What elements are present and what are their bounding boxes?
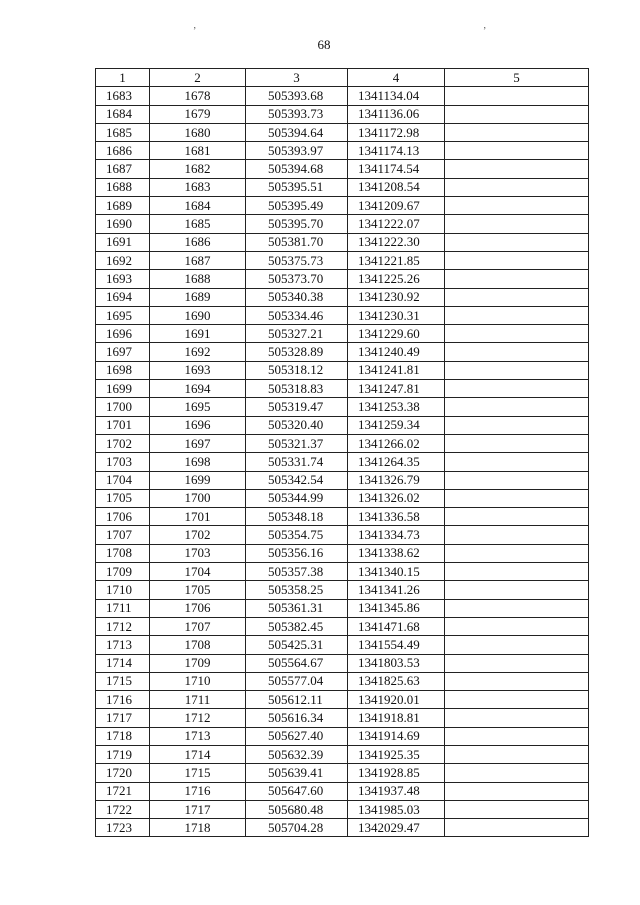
table-cell: 1681 xyxy=(150,142,246,160)
table-cell: 1341240.49 xyxy=(348,343,445,361)
table-cell xyxy=(445,489,589,507)
table-cell xyxy=(445,361,589,379)
table-cell: 1341925.35 xyxy=(348,745,445,763)
table-row xyxy=(96,142,589,160)
table-cell: 1341471.68 xyxy=(348,617,445,635)
scan-mark-left: ʼ xyxy=(193,26,197,37)
table-cell: 505321.37 xyxy=(246,434,348,452)
table-row xyxy=(96,819,589,837)
table-cell: 1341340.15 xyxy=(348,563,445,581)
table-cell xyxy=(445,599,589,617)
table-cell: 505395.49 xyxy=(246,197,348,215)
table-cell: 1718 xyxy=(96,727,150,745)
table-cell: 1695 xyxy=(96,306,150,324)
table-cell: 1341918.81 xyxy=(348,709,445,727)
table-cell: 1692 xyxy=(96,251,150,269)
table-row xyxy=(96,727,589,745)
table-cell: 1702 xyxy=(96,434,150,452)
table-cell: 1341336.58 xyxy=(348,508,445,526)
table-cell: 1341230.92 xyxy=(348,288,445,306)
table-row xyxy=(96,745,589,763)
table-cell: 1696 xyxy=(150,416,246,434)
table-row xyxy=(96,581,589,599)
table-row xyxy=(96,636,589,654)
table-cell: 1698 xyxy=(150,453,246,471)
table-cell: 505381.70 xyxy=(246,233,348,251)
table-cell xyxy=(445,544,589,562)
table-cell: 1703 xyxy=(96,453,150,471)
table-cell: 1686 xyxy=(150,233,246,251)
table-cell: 1705 xyxy=(150,581,246,599)
table-cell: 1680 xyxy=(150,123,246,141)
table-header-row xyxy=(96,69,589,87)
table-cell: 1699 xyxy=(96,380,150,398)
table-cell: 1683 xyxy=(96,87,150,105)
table-cell: 1721 xyxy=(96,782,150,800)
table-cell: 505356.16 xyxy=(246,544,348,562)
table-cell: 1694 xyxy=(150,380,246,398)
table-cell xyxy=(445,745,589,763)
table-cell xyxy=(445,123,589,141)
table-row xyxy=(96,764,589,782)
table-cell: 1685 xyxy=(150,215,246,233)
table-cell: 1700 xyxy=(96,398,150,416)
table-cell: 505564.67 xyxy=(246,654,348,672)
table-row xyxy=(96,380,589,398)
table-cell: 1342029.47 xyxy=(348,819,445,837)
table-row xyxy=(96,544,589,562)
table-cell: 1710 xyxy=(96,581,150,599)
table-cell: 505357.38 xyxy=(246,563,348,581)
table-cell: 505680.48 xyxy=(246,800,348,818)
table-cell xyxy=(445,343,589,361)
table-cell: 1708 xyxy=(150,636,246,654)
table-cell: 1715 xyxy=(150,764,246,782)
table-cell: 1719 xyxy=(96,745,150,763)
table-cell: 1695 xyxy=(150,398,246,416)
table-cell: 1722 xyxy=(96,800,150,818)
table-cell: 1685 xyxy=(96,123,150,141)
table-cell: 1715 xyxy=(96,672,150,690)
table-row xyxy=(96,160,589,178)
table-cell: 505395.51 xyxy=(246,178,348,196)
table-cell: 1710 xyxy=(150,672,246,690)
table-cell xyxy=(445,325,589,343)
table-cell: 1691 xyxy=(96,233,150,251)
table-cell: 1714 xyxy=(150,745,246,763)
table-row xyxy=(96,215,589,233)
table-row xyxy=(96,233,589,251)
table-cell xyxy=(445,398,589,416)
table-cell: 1708 xyxy=(96,544,150,562)
table-cell xyxy=(445,508,589,526)
table-cell: 1717 xyxy=(96,709,150,727)
table-cell: 1341172.98 xyxy=(348,123,445,141)
table-row xyxy=(96,343,589,361)
table-cell xyxy=(445,160,589,178)
table-cell xyxy=(445,453,589,471)
table-cell xyxy=(445,233,589,251)
table-row xyxy=(96,563,589,581)
table-cell: 1341134.04 xyxy=(348,87,445,105)
table-cell xyxy=(445,581,589,599)
table-cell: 1341334.73 xyxy=(348,526,445,544)
table-cell: 505354.75 xyxy=(246,526,348,544)
table-cell: 1696 xyxy=(96,325,150,343)
table-cell: 505373.70 xyxy=(246,270,348,288)
table-cell: 1688 xyxy=(96,178,150,196)
table-cell xyxy=(445,526,589,544)
table-row xyxy=(96,508,589,526)
table-cell: 1341264.35 xyxy=(348,453,445,471)
table-cell: 1712 xyxy=(150,709,246,727)
table-cell xyxy=(445,563,589,581)
column-header: 2 xyxy=(150,69,246,87)
table-cell: 505334.46 xyxy=(246,306,348,324)
table-cell: 1683 xyxy=(150,178,246,196)
table-cell: 1341241.81 xyxy=(348,361,445,379)
table-row xyxy=(96,270,589,288)
table-cell: 1341221.85 xyxy=(348,251,445,269)
table-cell xyxy=(445,197,589,215)
table-cell: 505395.70 xyxy=(246,215,348,233)
table-cell: 1714 xyxy=(96,654,150,672)
table-cell xyxy=(445,142,589,160)
table-cell: 505344.99 xyxy=(246,489,348,507)
table-cell xyxy=(445,306,589,324)
table-cell: 1341230.31 xyxy=(348,306,445,324)
table-cell xyxy=(445,215,589,233)
table-cell: 1700 xyxy=(150,489,246,507)
table-cell: 1691 xyxy=(150,325,246,343)
table-cell: 1341253.38 xyxy=(348,398,445,416)
table-cell: 505639.41 xyxy=(246,764,348,782)
table-cell: 505318.12 xyxy=(246,361,348,379)
table-cell: 505327.21 xyxy=(246,325,348,343)
table-cell: 1341345.86 xyxy=(348,599,445,617)
table-cell: 1686 xyxy=(96,142,150,160)
table-cell: 1341259.34 xyxy=(348,416,445,434)
table-cell xyxy=(445,782,589,800)
table-cell: 1698 xyxy=(96,361,150,379)
table-row xyxy=(96,434,589,452)
table-cell: 1341341.26 xyxy=(348,581,445,599)
table-cell: 505358.25 xyxy=(246,581,348,599)
table-cell: 1692 xyxy=(150,343,246,361)
table-cell: 505328.89 xyxy=(246,343,348,361)
table-cell: 1690 xyxy=(96,215,150,233)
table-cell: 1341803.53 xyxy=(348,654,445,672)
table-cell: 1697 xyxy=(150,434,246,452)
table-row xyxy=(96,691,589,709)
table-cell: 1688 xyxy=(150,270,246,288)
table-cell: 1341937.48 xyxy=(348,782,445,800)
table-cell xyxy=(445,380,589,398)
table-row xyxy=(96,709,589,727)
table-cell: 1713 xyxy=(96,636,150,654)
scan-mark-right: ʼ xyxy=(483,26,487,37)
table-cell: 1341247.81 xyxy=(348,380,445,398)
table-cell: 505627.40 xyxy=(246,727,348,745)
table-row xyxy=(96,599,589,617)
table-cell xyxy=(445,434,589,452)
table-cell: 1341222.07 xyxy=(348,215,445,233)
table-cell xyxy=(445,288,589,306)
table-cell: 1690 xyxy=(150,306,246,324)
table-cell: 505394.64 xyxy=(246,123,348,141)
table-row xyxy=(96,361,589,379)
table-cell: 1682 xyxy=(150,160,246,178)
table-cell xyxy=(445,691,589,709)
table-cell xyxy=(445,87,589,105)
table-cell: 1341554.49 xyxy=(348,636,445,654)
column-header: 3 xyxy=(246,69,348,87)
table-cell xyxy=(445,617,589,635)
table-row xyxy=(96,471,589,489)
table-row xyxy=(96,526,589,544)
table-cell: 1716 xyxy=(96,691,150,709)
table-cell: 505647.60 xyxy=(246,782,348,800)
table-cell: 505340.38 xyxy=(246,288,348,306)
table-cell: 505425.31 xyxy=(246,636,348,654)
table-cell: 1341174.13 xyxy=(348,142,445,160)
table-row xyxy=(96,782,589,800)
table-cell xyxy=(445,672,589,690)
table-cell: 1697 xyxy=(96,343,150,361)
table-cell xyxy=(445,178,589,196)
table-cell: 505393.68 xyxy=(246,87,348,105)
table-cell: 1718 xyxy=(150,819,246,837)
table-cell: 1711 xyxy=(150,691,246,709)
table-cell: 1684 xyxy=(150,197,246,215)
table-cell: 1693 xyxy=(150,361,246,379)
table-cell: 1341225.26 xyxy=(348,270,445,288)
table-cell: 1707 xyxy=(150,617,246,635)
table-cell: 1694 xyxy=(96,288,150,306)
table-cell: 1687 xyxy=(96,160,150,178)
table-cell: 1709 xyxy=(150,654,246,672)
table-cell: 505331.74 xyxy=(246,453,348,471)
table-body xyxy=(96,87,589,837)
table-cell xyxy=(445,800,589,818)
table-row xyxy=(96,87,589,105)
table-cell xyxy=(445,654,589,672)
table-cell: 1341914.69 xyxy=(348,727,445,745)
table-row xyxy=(96,453,589,471)
table-cell: 1341209.67 xyxy=(348,197,445,215)
table-cell: 505393.97 xyxy=(246,142,348,160)
table-cell xyxy=(445,636,589,654)
table-cell: 1699 xyxy=(150,471,246,489)
table-cell xyxy=(445,709,589,727)
column-header: 4 xyxy=(348,69,445,87)
table-cell: 1689 xyxy=(150,288,246,306)
table-cell: 1684 xyxy=(96,105,150,123)
table-cell: 1341208.54 xyxy=(348,178,445,196)
table-cell xyxy=(445,270,589,288)
table-cell: 1687 xyxy=(150,251,246,269)
table-row xyxy=(96,288,589,306)
table-cell: 1716 xyxy=(150,782,246,800)
table-cell: 1341136.06 xyxy=(348,105,445,123)
coordinates-table xyxy=(95,68,589,837)
table-row xyxy=(96,672,589,690)
table-cell: 505577.04 xyxy=(246,672,348,690)
table-cell: 505393.73 xyxy=(246,105,348,123)
table-cell xyxy=(445,819,589,837)
table-cell: 505348.18 xyxy=(246,508,348,526)
table-cell xyxy=(445,764,589,782)
table-cell: 1341985.03 xyxy=(348,800,445,818)
table-row xyxy=(96,416,589,434)
table-row xyxy=(96,325,589,343)
table-cell xyxy=(445,251,589,269)
table-cell: 1702 xyxy=(150,526,246,544)
table-cell: 1341920.01 xyxy=(348,691,445,709)
table-row xyxy=(96,105,589,123)
table-cell: 1693 xyxy=(96,270,150,288)
table-cell: 505319.47 xyxy=(246,398,348,416)
table-cell: 1713 xyxy=(150,727,246,745)
table-cell: 1341266.02 xyxy=(348,434,445,452)
table-cell: 505320.40 xyxy=(246,416,348,434)
table-row xyxy=(96,251,589,269)
table-row xyxy=(96,306,589,324)
table-cell: 1341326.79 xyxy=(348,471,445,489)
table-cell: 505704.28 xyxy=(246,819,348,837)
table-cell: 1701 xyxy=(150,508,246,526)
table-cell: 1717 xyxy=(150,800,246,818)
table-cell: 505318.83 xyxy=(246,380,348,398)
table-cell: 505342.54 xyxy=(246,471,348,489)
table-cell xyxy=(445,416,589,434)
table-cell: 1704 xyxy=(150,563,246,581)
table-row xyxy=(96,398,589,416)
table-cell: 1711 xyxy=(96,599,150,617)
page-number: 68 xyxy=(317,37,331,52)
table-cell: 1703 xyxy=(150,544,246,562)
table-cell: 1341338.62 xyxy=(348,544,445,562)
table-cell: 1712 xyxy=(96,617,150,635)
table-row xyxy=(96,800,589,818)
column-header: 5 xyxy=(445,69,589,87)
table-cell: 1341229.60 xyxy=(348,325,445,343)
table-cell: 505612.11 xyxy=(246,691,348,709)
table-cell: 1723 xyxy=(96,819,150,837)
table-row xyxy=(96,123,589,141)
table-cell: 1720 xyxy=(96,764,150,782)
table-cell: 1705 xyxy=(96,489,150,507)
table-row xyxy=(96,617,589,635)
table-cell xyxy=(445,727,589,745)
table-cell: 505382.45 xyxy=(246,617,348,635)
table-row xyxy=(96,489,589,507)
table-cell: 505632.39 xyxy=(246,745,348,763)
table-cell: 1341326.02 xyxy=(348,489,445,507)
table-cell: 505616.34 xyxy=(246,709,348,727)
table-cell: 1706 xyxy=(96,508,150,526)
table-cell: 1341222.30 xyxy=(348,233,445,251)
table-cell: 505375.73 xyxy=(246,251,348,269)
table-cell xyxy=(445,105,589,123)
table-cell: 1707 xyxy=(96,526,150,544)
table-row xyxy=(96,654,589,672)
table-cell: 1679 xyxy=(150,105,246,123)
table-cell: 1706 xyxy=(150,599,246,617)
table-cell: 1704 xyxy=(96,471,150,489)
table-cell: 1341825.63 xyxy=(348,672,445,690)
table-cell: 1341174.54 xyxy=(348,160,445,178)
table-cell: 1709 xyxy=(96,563,150,581)
table-row xyxy=(96,178,589,196)
table-cell: 1701 xyxy=(96,416,150,434)
table-cell: 1341928.85 xyxy=(348,764,445,782)
table-cell xyxy=(445,471,589,489)
column-header: 1 xyxy=(96,69,150,87)
table-cell: 505394.68 xyxy=(246,160,348,178)
table-cell: 1678 xyxy=(150,87,246,105)
table-row xyxy=(96,197,589,215)
table-cell: 1689 xyxy=(96,197,150,215)
table-cell: 505361.31 xyxy=(246,599,348,617)
